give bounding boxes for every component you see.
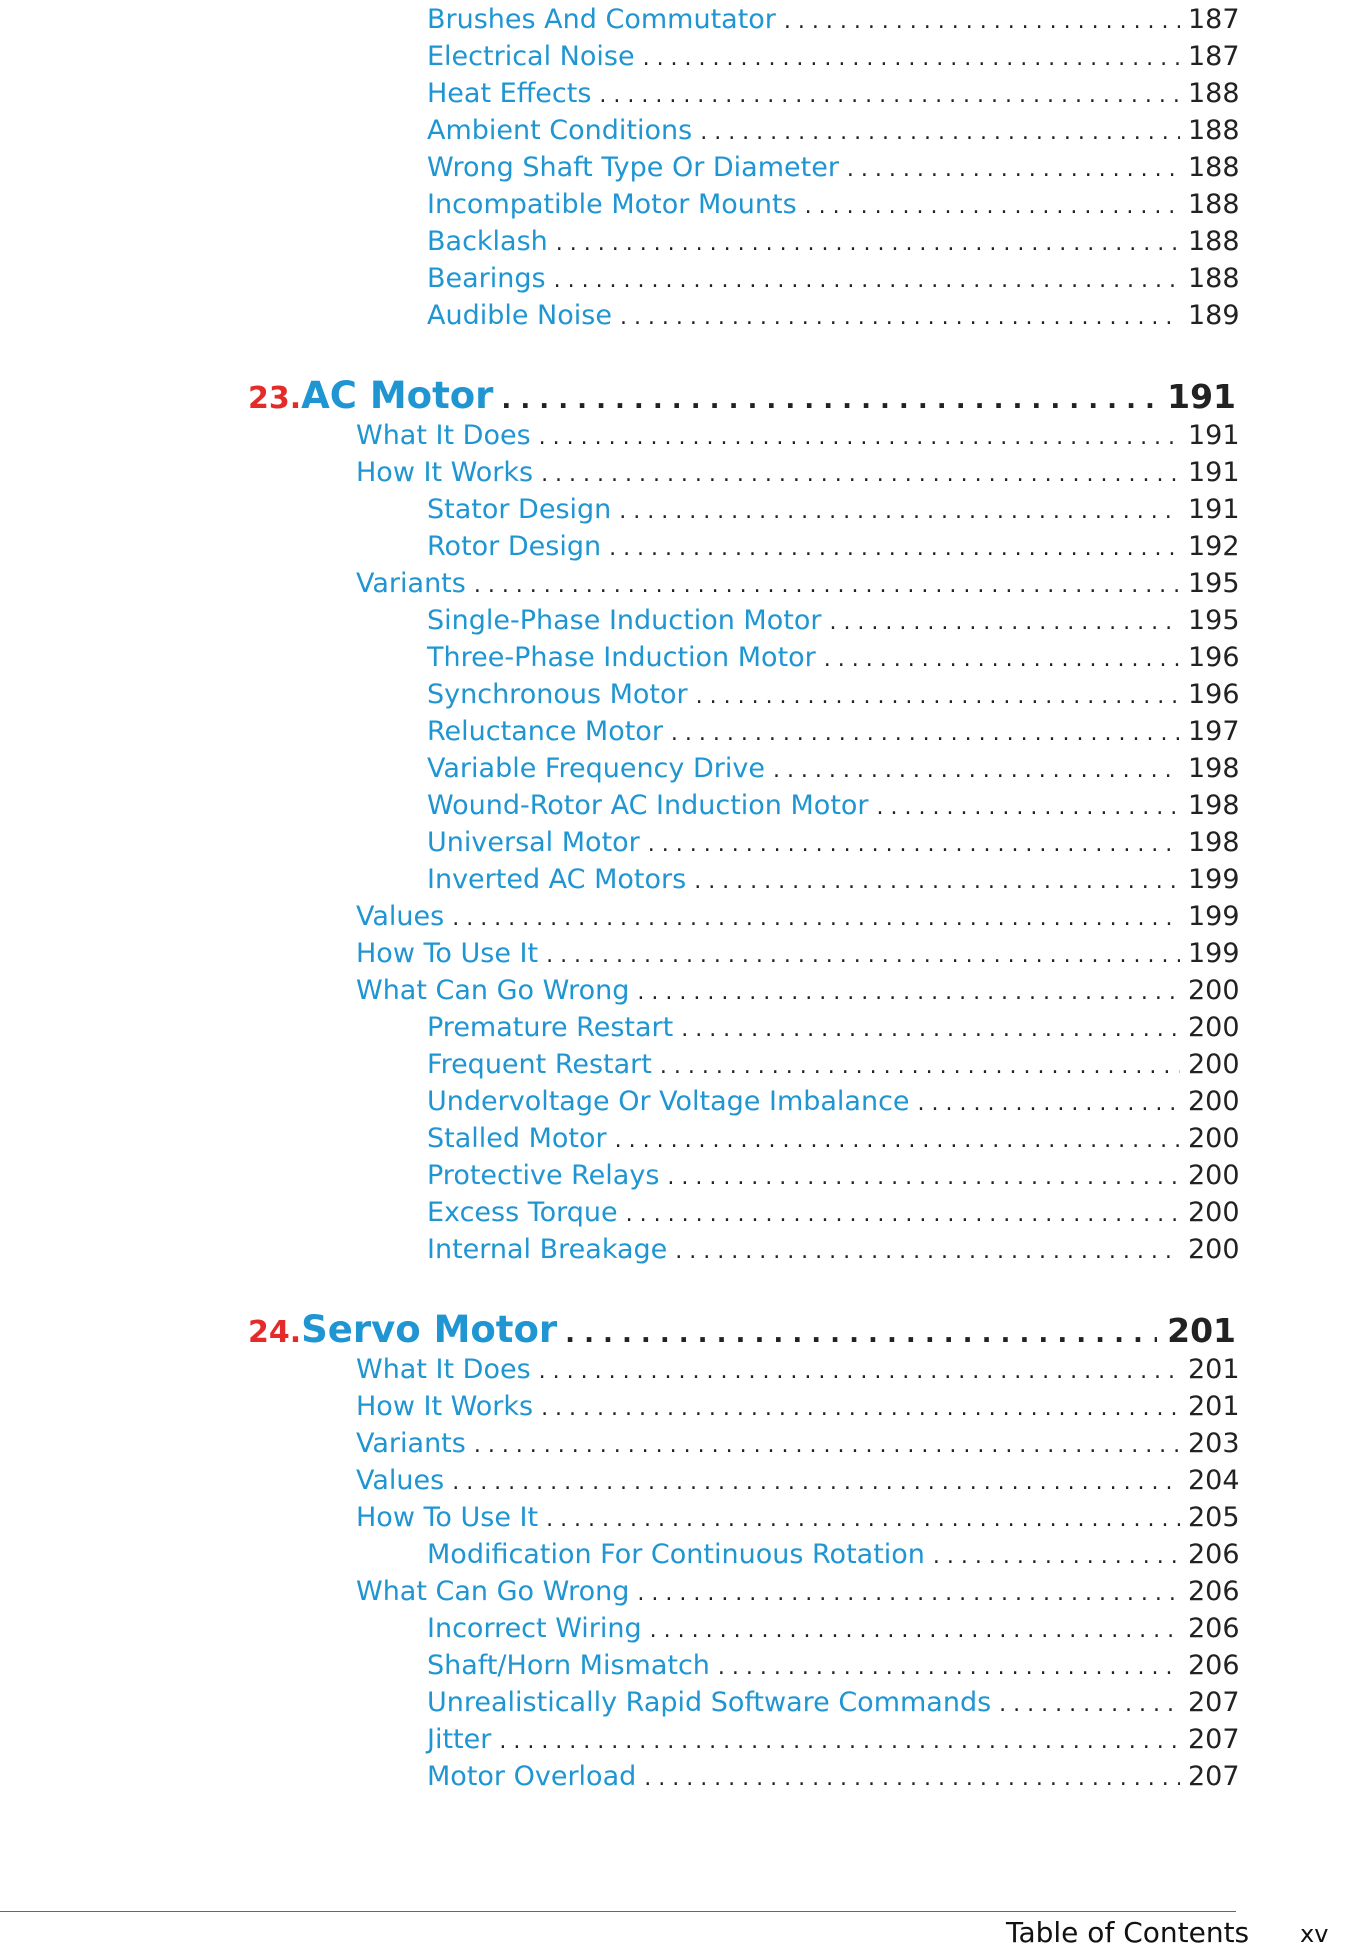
chapter-number: 23. (248, 381, 302, 416)
toc-entry[interactable] (427, 1123, 1240, 1160)
toc-entry-page: 207 (1188, 1724, 1240, 1755)
toc-entry-page: 187 (1188, 4, 1240, 35)
dot-leader (644, 1766, 1180, 1791)
toc-entry-page: 195 (1188, 605, 1240, 636)
toc-entry[interactable] (427, 1724, 1240, 1761)
toc-entry-page: 196 (1188, 642, 1240, 673)
toc-entry[interactable] (427, 263, 1240, 300)
toc-entry-label[interactable]: Incorrect Wiring (427, 1613, 642, 1644)
toc-entry-label[interactable]: Jitter (427, 1724, 492, 1755)
toc-entry-label[interactable]: Variants (356, 1428, 466, 1459)
dot-leader (609, 536, 1180, 561)
toc-entry-label[interactable]: Incompatible Motor Mounts (427, 189, 797, 220)
toc-entry[interactable] (427, 494, 1240, 531)
dot-leader (501, 385, 1157, 415)
toc-entry-page: 207 (1188, 1687, 1240, 1718)
toc-entry-page: 200 (1188, 1197, 1240, 1228)
toc-entry-label[interactable]: Unrealistically Rapid Software Commands (427, 1687, 992, 1718)
toc-entry[interactable] (427, 152, 1240, 189)
toc-entry-page: 195 (1188, 568, 1240, 599)
toc-entry-page: 200 (1188, 1012, 1240, 1043)
toc-entry-page: 199 (1188, 864, 1240, 895)
dot-leader (499, 1729, 1180, 1754)
dot-leader (474, 1433, 1180, 1458)
toc-entry[interactable] (427, 1086, 1240, 1123)
toc-entry-label[interactable]: How To Use It (356, 938, 539, 969)
dot-leader (643, 46, 1180, 71)
toc-entry-page: 191 (1188, 494, 1240, 525)
toc-entry[interactable] (427, 1761, 1240, 1798)
toc-entry[interactable] (356, 1502, 1240, 1539)
dot-leader (452, 906, 1180, 931)
toc-entry[interactable] (427, 1687, 1240, 1724)
dot-leader (565, 1319, 1157, 1349)
dot-leader (671, 721, 1180, 746)
dot-leader (546, 943, 1180, 968)
toc-entry[interactable] (427, 4, 1240, 41)
toc-entry-page: 188 (1188, 152, 1240, 183)
toc-entry-label[interactable]: Stator Design (427, 494, 612, 525)
toc-entry-page: 200 (1188, 1234, 1240, 1265)
toc-entry-label[interactable]: Variants (356, 568, 466, 599)
toc-entry-page: 187 (1188, 41, 1240, 72)
toc-entry-label[interactable]: Values (356, 1465, 445, 1496)
toc-entry[interactable] (356, 901, 1240, 938)
toc-entry-page: 200 (1188, 1049, 1240, 1080)
dot-leader (599, 83, 1180, 108)
dot-leader (637, 980, 1180, 1005)
toc-entry-label[interactable]: Heat Effects (427, 78, 592, 109)
dot-leader (619, 499, 1180, 524)
toc-entry-page: 200 (1188, 1086, 1240, 1117)
chapter-heading-23[interactable] (248, 374, 1236, 420)
toc-entry[interactable] (427, 753, 1240, 790)
chapter-title[interactable]: Servo Motor (301, 1308, 558, 1351)
dot-leader (877, 795, 1180, 820)
toc-entry-label[interactable]: Premature Restart (427, 1012, 674, 1043)
toc-entry[interactable] (427, 1049, 1240, 1086)
toc-entry-page: 199 (1188, 938, 1240, 969)
dot-leader (541, 462, 1180, 487)
dot-leader (675, 1239, 1180, 1264)
toc-entry[interactable] (427, 300, 1240, 337)
dot-leader (648, 832, 1180, 857)
toc-entry-label[interactable]: Backlash (427, 226, 548, 257)
toc-entry-label[interactable]: Variable Frequency Drive (427, 753, 765, 784)
toc-entry[interactable] (356, 1465, 1240, 1502)
toc-entry[interactable] (427, 1539, 1240, 1576)
dot-leader (474, 573, 1180, 598)
dot-leader (660, 1054, 1180, 1079)
dot-leader (615, 1128, 1180, 1153)
toc-entry[interactable] (356, 1391, 1240, 1428)
toc-entry-page: 189 (1188, 300, 1240, 331)
toc-entry[interactable] (427, 642, 1240, 679)
toc-entry-label[interactable]: Excess Torque (427, 1197, 618, 1228)
dot-leader (824, 647, 1180, 672)
toc-entry[interactable] (427, 41, 1240, 78)
toc-entry-page: 206 (1188, 1650, 1240, 1681)
toc-entry-label[interactable]: Universal Motor (427, 827, 640, 858)
toc-entry-label[interactable]: Shaft/Horn Mismatch (427, 1650, 710, 1681)
chapter-page: 201 (1167, 1311, 1236, 1350)
dot-leader (805, 194, 1180, 219)
dot-leader (784, 9, 1180, 34)
toc-entry-label[interactable]: Protective Relays (427, 1160, 660, 1191)
footer-divider (0, 1911, 1236, 1912)
toc-entry-label[interactable]: Reluctance Motor (427, 716, 663, 747)
toc-entry[interactable] (356, 568, 1240, 605)
toc-entry[interactable] (427, 78, 1240, 115)
toc-entry-label[interactable]: What It Does (356, 420, 531, 451)
toc-entry[interactable] (427, 115, 1240, 152)
dot-leader (620, 305, 1180, 330)
dot-leader (681, 1017, 1180, 1042)
dot-leader (452, 1470, 1180, 1495)
dot-leader (626, 1202, 1180, 1227)
toc-entry[interactable] (427, 864, 1240, 901)
dot-leader (637, 1581, 1180, 1606)
toc-entry-label[interactable]: What It Does (356, 1354, 531, 1385)
toc-entry[interactable] (356, 975, 1240, 1012)
toc-entry[interactable] (356, 1576, 1240, 1613)
toc-entry-label[interactable]: Modification For Continuous Rotation (427, 1539, 925, 1570)
toc-entry-label[interactable]: How To Use It (356, 1502, 539, 1533)
toc-entry-label[interactable]: Values (356, 901, 445, 932)
toc-entry-page: 204 (1188, 1465, 1240, 1496)
dot-leader (773, 758, 1180, 783)
toc-entry-page: 198 (1188, 827, 1240, 858)
toc-entry[interactable] (427, 1197, 1240, 1234)
toc-entry[interactable] (427, 605, 1240, 642)
toc-entry-page: 200 (1188, 975, 1240, 1006)
dot-leader (933, 1544, 1180, 1569)
toc-entry-label[interactable]: How It Works (356, 457, 534, 488)
toc-entry-page: 188 (1188, 189, 1240, 220)
toc-entry-label[interactable]: Wound-Rotor AC Induction Motor (427, 790, 869, 821)
dot-leader (999, 1692, 1180, 1717)
toc-entry-label[interactable]: Electrical Noise (427, 41, 635, 72)
dot-leader (829, 610, 1180, 635)
toc-entry-page: 198 (1188, 753, 1240, 784)
chapter-number: 24. (248, 1315, 302, 1350)
toc-entry-label[interactable]: How It Works (356, 1391, 534, 1422)
toc-entry[interactable] (356, 1428, 1240, 1465)
toc-entry-page: 191 (1188, 457, 1240, 488)
dot-leader (554, 268, 1180, 293)
toc-entry[interactable] (427, 679, 1240, 716)
footer-section-title: Table of Contents (1006, 1916, 1250, 1949)
toc-entry-label[interactable]: Ambient Conditions (427, 115, 693, 146)
toc-entry-label[interactable]: Inverted AC Motors (427, 864, 687, 895)
chapter-heading-24[interactable] (248, 1308, 1236, 1354)
dot-leader (847, 157, 1180, 182)
toc-entry-label[interactable]: What Can Go Wrong (356, 975, 630, 1006)
toc-entry[interactable] (427, 226, 1240, 263)
toc-entry[interactable] (427, 1160, 1240, 1197)
toc-entry-label[interactable]: Three-Phase Induction Motor (427, 642, 816, 673)
toc-entry-label[interactable]: Undervoltage Or Voltage Imbalance (427, 1086, 910, 1117)
chapter-title[interactable]: AC Motor (301, 374, 494, 417)
toc-entry-page: 196 (1188, 679, 1240, 710)
dot-leader (667, 1165, 1180, 1190)
toc-entry-page: 200 (1188, 1160, 1240, 1191)
toc-entry-page: 191 (1188, 420, 1240, 451)
toc-entry[interactable] (427, 716, 1240, 753)
dot-leader (539, 425, 1180, 450)
toc-entry[interactable] (427, 531, 1240, 568)
toc-entry[interactable] (427, 189, 1240, 226)
toc-entry[interactable] (356, 1354, 1240, 1391)
toc-entry-label[interactable]: Internal Breakage (427, 1234, 668, 1265)
toc-entry[interactable] (427, 1234, 1240, 1271)
toc-entry-page: 200 (1188, 1123, 1240, 1154)
dot-leader (539, 1359, 1180, 1384)
dot-leader (546, 1507, 1180, 1532)
dot-leader (541, 1396, 1180, 1421)
toc-entry-label[interactable]: Synchronous Motor (427, 679, 688, 710)
dot-leader (700, 120, 1180, 145)
toc-entry-label[interactable]: Rotor Design (427, 531, 602, 562)
toc-entry[interactable] (356, 938, 1240, 975)
toc-entry-page: 197 (1188, 716, 1240, 747)
toc-entry-label[interactable]: Single-Phase Induction Motor (427, 605, 822, 636)
toc-entry-page: 205 (1188, 1502, 1240, 1533)
toc-entry[interactable] (356, 457, 1240, 494)
footer-page-number: xv (1300, 1920, 1329, 1948)
dot-leader (694, 869, 1180, 894)
toc-entry-page: 188 (1188, 78, 1240, 109)
toc-entry-page: 201 (1188, 1391, 1240, 1422)
dot-leader (556, 231, 1180, 256)
dot-leader (918, 1091, 1180, 1116)
toc-entry-label[interactable]: Bearings (427, 263, 546, 294)
toc-entry[interactable] (356, 420, 1240, 457)
toc-entry-label[interactable]: Wrong Shaft Type Or Diameter (427, 152, 839, 183)
toc-entry-label[interactable]: What Can Go Wrong (356, 1576, 630, 1607)
dot-leader (718, 1655, 1180, 1680)
dot-leader (696, 684, 1180, 709)
toc-entry-page: 188 (1188, 226, 1240, 257)
toc-entry-label[interactable]: Motor Overload (427, 1761, 637, 1792)
toc-entry-page: 199 (1188, 901, 1240, 932)
chapter-page: 191 (1167, 377, 1236, 416)
toc-entry-page: 188 (1188, 115, 1240, 146)
toc-entry-label[interactable]: Frequent Restart (427, 1049, 652, 1080)
toc-entry-page: 206 (1188, 1576, 1240, 1607)
toc-entry-label[interactable]: Stalled Motor (427, 1123, 607, 1154)
toc-entry-page: 188 (1188, 263, 1240, 294)
toc-entry-page: 203 (1188, 1428, 1240, 1459)
toc-entry-page: 201 (1188, 1354, 1240, 1385)
toc-entry-label[interactable]: Audible Noise (427, 300, 612, 331)
toc-entry[interactable] (427, 1650, 1240, 1687)
toc-entry-page: 206 (1188, 1539, 1240, 1570)
toc-entry[interactable] (427, 790, 1240, 827)
toc-entry[interactable] (427, 1012, 1240, 1049)
toc-entry-page: 207 (1188, 1761, 1240, 1792)
toc-entry-page: 206 (1188, 1613, 1240, 1644)
toc-entry-page: 198 (1188, 790, 1240, 821)
dot-leader (650, 1618, 1180, 1643)
toc-entry-page: 192 (1188, 531, 1240, 562)
toc-entry-label[interactable]: Brushes And Commutator (427, 4, 776, 35)
toc-entry[interactable] (427, 1613, 1240, 1650)
toc-entry[interactable] (427, 827, 1240, 864)
